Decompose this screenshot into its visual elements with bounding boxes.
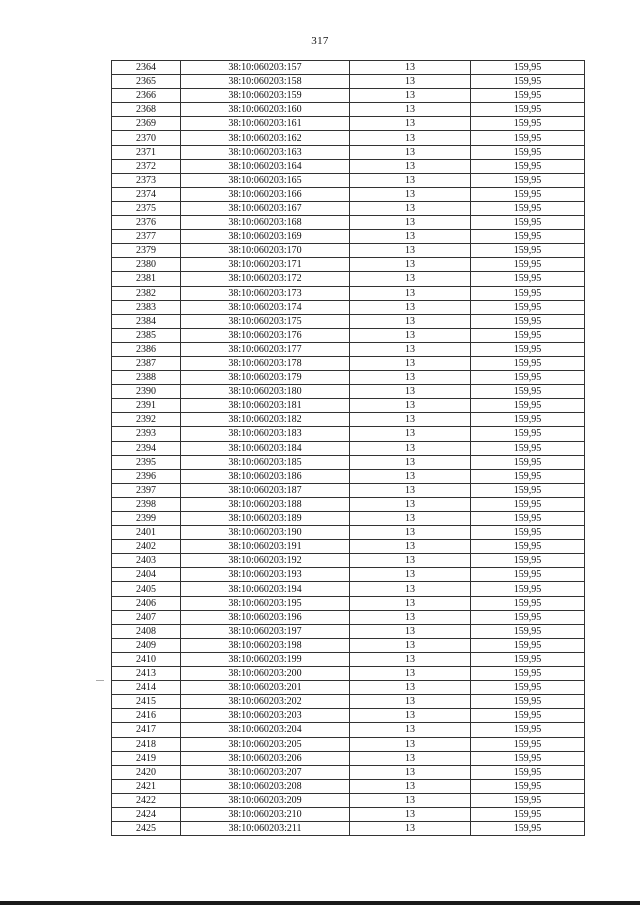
value-cell: 13 [350,244,471,258]
value-cell: 13 [350,145,471,159]
amount-cell: 159,95 [471,582,585,596]
row-number-cell: 2370 [112,131,181,145]
cadastral-number-cell: 38:10:060203:184 [181,441,350,455]
cadastral-number-cell: 38:10:060203:159 [181,89,350,103]
row-number-cell: 2421 [112,779,181,793]
cadastral-number-cell: 38:10:060203:165 [181,173,350,187]
amount-cell: 159,95 [471,568,585,582]
table-row [112,187,585,201]
value-cell: 13 [350,399,471,413]
cadastral-number-cell: 38:10:060203:162 [181,131,350,145]
table-row [112,314,585,328]
cadastral-number-cell: 38:10:060203:207 [181,765,350,779]
table-row [112,103,585,117]
amount-cell: 159,95 [471,272,585,286]
row-number-cell: 2391 [112,399,181,413]
amount-cell: 159,95 [471,540,585,554]
value-cell: 13 [350,681,471,695]
row-number-cell: 2375 [112,201,181,215]
data-table [111,60,585,836]
table-row [112,286,585,300]
cadastral-number-cell: 38:10:060203:192 [181,554,350,568]
table-row [112,216,585,230]
row-number-cell: 2422 [112,793,181,807]
cadastral-number-cell: 38:10:060203:183 [181,427,350,441]
amount-cell: 159,95 [471,342,585,356]
value-cell: 13 [350,455,471,469]
value-cell: 13 [350,751,471,765]
row-number-cell: 2424 [112,807,181,821]
row-number-cell: 2384 [112,314,181,328]
amount-cell: 159,95 [471,145,585,159]
amount-cell: 159,95 [471,610,585,624]
row-number-cell: 2407 [112,610,181,624]
cadastral-number-cell: 38:10:060203:191 [181,540,350,554]
cadastral-number-cell: 38:10:060203:185 [181,455,350,469]
cadastral-number-cell: 38:10:060203:174 [181,300,350,314]
amount-cell: 159,95 [471,793,585,807]
row-number-cell: 2414 [112,681,181,695]
value-cell: 13 [350,427,471,441]
amount-cell: 159,95 [471,554,585,568]
row-number-cell: 2395 [112,455,181,469]
amount-cell: 159,95 [471,131,585,145]
value-cell: 13 [350,695,471,709]
table-row [112,822,585,836]
value-cell: 13 [350,652,471,666]
amount-cell: 159,95 [471,328,585,342]
table-row [112,427,585,441]
row-number-cell: 2380 [112,258,181,272]
cadastral-number-cell: 38:10:060203:157 [181,61,350,75]
value-cell: 13 [350,526,471,540]
table-row [112,272,585,286]
amount-cell: 159,95 [471,483,585,497]
amount-cell: 159,95 [471,807,585,821]
row-number-cell: 2394 [112,441,181,455]
table-row [112,201,585,215]
table-row [112,328,585,342]
cadastral-number-cell: 38:10:060203:186 [181,469,350,483]
table-row [112,540,585,554]
amount-cell: 159,95 [471,526,585,540]
row-number-cell: 2418 [112,737,181,751]
value-cell: 13 [350,371,471,385]
cadastral-number-cell: 38:10:060203:166 [181,187,350,201]
value-cell: 13 [350,131,471,145]
table-row [112,356,585,370]
amount-cell: 159,95 [471,779,585,793]
table-row [112,737,585,751]
table-row [112,342,585,356]
cadastral-number-cell: 38:10:060203:173 [181,286,350,300]
value-cell: 13 [350,596,471,610]
row-number-cell: 2404 [112,568,181,582]
cadastral-number-cell: 38:10:060203:203 [181,709,350,723]
cadastral-number-cell: 38:10:060203:178 [181,356,350,370]
value-cell: 13 [350,582,471,596]
amount-cell: 159,95 [471,723,585,737]
table-row [112,582,585,596]
row-number-cell: 2399 [112,512,181,526]
amount-cell: 159,95 [471,822,585,836]
cadastral-number-cell: 38:10:060203:202 [181,695,350,709]
row-number-cell: 2390 [112,385,181,399]
amount-cell: 159,95 [471,244,585,258]
cadastral-number-cell: 38:10:060203:168 [181,216,350,230]
amount-cell: 159,95 [471,356,585,370]
value-cell: 13 [350,737,471,751]
table-row [112,624,585,638]
row-number-cell: 2403 [112,554,181,568]
table-row [112,610,585,624]
row-number-cell: 2415 [112,695,181,709]
value-cell: 13 [350,75,471,89]
value-cell: 13 [350,314,471,328]
row-number-cell: 2386 [112,342,181,356]
row-number-cell: 2365 [112,75,181,89]
table-row [112,145,585,159]
amount-cell: 159,95 [471,512,585,526]
table-row [112,244,585,258]
table-row [112,371,585,385]
cadastral-number-cell: 38:10:060203:194 [181,582,350,596]
value-cell: 13 [350,709,471,723]
row-number-cell: 2374 [112,187,181,201]
cadastral-number-cell: 38:10:060203:177 [181,342,350,356]
row-number-cell: 2397 [112,483,181,497]
amount-cell: 159,95 [471,61,585,75]
value-cell: 13 [350,103,471,117]
cadastral-number-cell: 38:10:060203:182 [181,413,350,427]
value-cell: 13 [350,173,471,187]
row-number-cell: 2379 [112,244,181,258]
table-row [112,695,585,709]
row-number-cell: 2417 [112,723,181,737]
cadastral-number-cell: 38:10:060203:180 [181,385,350,399]
value-cell: 13 [350,624,471,638]
row-number-cell: 2381 [112,272,181,286]
table-row [112,117,585,131]
amount-cell: 159,95 [471,258,585,272]
table-row [112,709,585,723]
table-row [112,526,585,540]
row-number-cell: 2371 [112,145,181,159]
table-row [112,455,585,469]
table-row [112,300,585,314]
amount-cell: 159,95 [471,751,585,765]
scan-speck [96,680,104,681]
amount-cell: 159,95 [471,300,585,314]
row-number-cell: 2420 [112,765,181,779]
row-number-cell: 2377 [112,230,181,244]
amount-cell: 159,95 [471,159,585,173]
amount-cell: 159,95 [471,286,585,300]
cadastral-number-cell: 38:10:060203:208 [181,779,350,793]
row-number-cell: 2388 [112,371,181,385]
row-number-cell: 2382 [112,286,181,300]
value-cell: 13 [350,610,471,624]
cadastral-number-cell: 38:10:060203:161 [181,117,350,131]
table-row [112,807,585,821]
amount-cell: 159,95 [471,765,585,779]
data-table-container [111,60,584,836]
table-row [112,793,585,807]
row-number-cell: 2372 [112,159,181,173]
table-row [112,765,585,779]
amount-cell: 159,95 [471,371,585,385]
cadastral-number-cell: 38:10:060203:200 [181,667,350,681]
row-number-cell: 2408 [112,624,181,638]
value-cell: 13 [350,483,471,497]
value-cell: 13 [350,540,471,554]
scan-bottom-edge [0,901,640,905]
value-cell: 13 [350,568,471,582]
value-cell: 13 [350,554,471,568]
table-row [112,667,585,681]
amount-cell: 159,95 [471,638,585,652]
value-cell: 13 [350,667,471,681]
row-number-cell: 2368 [112,103,181,117]
row-number-cell: 2419 [112,751,181,765]
row-number-cell: 2385 [112,328,181,342]
value-cell: 13 [350,159,471,173]
value-cell: 13 [350,258,471,272]
row-number-cell: 2366 [112,89,181,103]
table-row [112,385,585,399]
row-number-cell: 2409 [112,638,181,652]
value-cell: 13 [350,230,471,244]
amount-cell: 159,95 [471,89,585,103]
row-number-cell: 2392 [112,413,181,427]
value-cell: 13 [350,117,471,131]
amount-cell: 159,95 [471,413,585,427]
amount-cell: 159,95 [471,75,585,89]
row-number-cell: 2373 [112,173,181,187]
value-cell: 13 [350,512,471,526]
amount-cell: 159,95 [471,596,585,610]
row-number-cell: 2416 [112,709,181,723]
value-cell: 13 [350,822,471,836]
cadastral-number-cell: 38:10:060203:169 [181,230,350,244]
table-row [112,230,585,244]
cadastral-number-cell: 38:10:060203:193 [181,568,350,582]
cadastral-number-cell: 38:10:060203:198 [181,638,350,652]
amount-cell: 159,95 [471,709,585,723]
amount-cell: 159,95 [471,385,585,399]
table-row [112,751,585,765]
row-number-cell: 2406 [112,596,181,610]
value-cell: 13 [350,765,471,779]
amount-cell: 159,95 [471,216,585,230]
value-cell: 13 [350,723,471,737]
cadastral-number-cell: 38:10:060203:199 [181,652,350,666]
table-row [112,131,585,145]
cadastral-number-cell: 38:10:060203:181 [181,399,350,413]
page-number: 317 [311,35,329,47]
row-number-cell: 2405 [112,582,181,596]
cadastral-number-cell: 38:10:060203:197 [181,624,350,638]
cadastral-number-cell: 38:10:060203:176 [181,328,350,342]
value-cell: 13 [350,61,471,75]
cadastral-number-cell: 38:10:060203:196 [181,610,350,624]
value-cell: 13 [350,342,471,356]
cadastral-number-cell: 38:10:060203:204 [181,723,350,737]
cadastral-number-cell: 38:10:060203:209 [181,793,350,807]
table-row [112,681,585,695]
amount-cell: 159,95 [471,173,585,187]
cadastral-number-cell: 38:10:060203:206 [181,751,350,765]
amount-cell: 159,95 [471,497,585,511]
cadastral-number-cell: 38:10:060203:160 [181,103,350,117]
cadastral-number-cell: 38:10:060203:210 [181,807,350,821]
row-number-cell: 2410 [112,652,181,666]
amount-cell: 159,95 [471,201,585,215]
table-row [112,75,585,89]
amount-cell: 159,95 [471,737,585,751]
row-number-cell: 2398 [112,497,181,511]
amount-cell: 159,95 [471,455,585,469]
row-number-cell: 2383 [112,300,181,314]
amount-cell: 159,95 [471,652,585,666]
table-row [112,441,585,455]
row-number-cell: 2364 [112,61,181,75]
table-body [112,61,585,836]
row-number-cell: 2393 [112,427,181,441]
amount-cell: 159,95 [471,681,585,695]
row-number-cell: 2402 [112,540,181,554]
amount-cell: 159,95 [471,469,585,483]
value-cell: 13 [350,413,471,427]
table-row [112,554,585,568]
row-number-cell: 2369 [112,117,181,131]
amount-cell: 159,95 [471,441,585,455]
amount-cell: 159,95 [471,314,585,328]
value-cell: 13 [350,779,471,793]
table-row [112,497,585,511]
value-cell: 13 [350,272,471,286]
row-number-cell: 2376 [112,216,181,230]
table-row [112,568,585,582]
table-row [112,399,585,413]
value-cell: 13 [350,497,471,511]
amount-cell: 159,95 [471,117,585,131]
table-row [112,638,585,652]
table-row [112,413,585,427]
cadastral-number-cell: 38:10:060203:179 [181,371,350,385]
amount-cell: 159,95 [471,399,585,413]
value-cell: 13 [350,328,471,342]
value-cell: 13 [350,89,471,103]
cadastral-number-cell: 38:10:060203:175 [181,314,350,328]
value-cell: 13 [350,807,471,821]
table-row [112,61,585,75]
row-number-cell: 2387 [112,356,181,370]
value-cell: 13 [350,187,471,201]
table-row [112,596,585,610]
cadastral-number-cell: 38:10:060203:195 [181,596,350,610]
table-row [112,512,585,526]
value-cell: 13 [350,385,471,399]
table-row [112,159,585,173]
row-number-cell: 2396 [112,469,181,483]
cadastral-number-cell: 38:10:060203:164 [181,159,350,173]
table-row [112,723,585,737]
cadastral-number-cell: 38:10:060203:189 [181,512,350,526]
value-cell: 13 [350,356,471,370]
table-row [112,469,585,483]
table-row [112,483,585,497]
cadastral-number-cell: 38:10:060203:172 [181,272,350,286]
value-cell: 13 [350,216,471,230]
table-row [112,173,585,187]
cadastral-number-cell: 38:10:060203:205 [181,737,350,751]
cadastral-number-cell: 38:10:060203:158 [181,75,350,89]
cadastral-number-cell: 38:10:060203:190 [181,526,350,540]
cadastral-number-cell: 38:10:060203:170 [181,244,350,258]
value-cell: 13 [350,441,471,455]
value-cell: 13 [350,286,471,300]
cadastral-number-cell: 38:10:060203:211 [181,822,350,836]
cadastral-number-cell: 38:10:060203:171 [181,258,350,272]
row-number-cell: 2425 [112,822,181,836]
amount-cell: 159,95 [471,624,585,638]
value-cell: 13 [350,469,471,483]
value-cell: 13 [350,300,471,314]
cadastral-number-cell: 38:10:060203:167 [181,201,350,215]
cadastral-number-cell: 38:10:060203:163 [181,145,350,159]
value-cell: 13 [350,201,471,215]
table-row [112,779,585,793]
cadastral-number-cell: 38:10:060203:201 [181,681,350,695]
table-row [112,89,585,103]
cadastral-number-cell: 38:10:060203:188 [181,497,350,511]
value-cell: 13 [350,638,471,652]
table-row [112,652,585,666]
amount-cell: 159,95 [471,230,585,244]
amount-cell: 159,95 [471,187,585,201]
row-number-cell: 2401 [112,526,181,540]
cadastral-number-cell: 38:10:060203:187 [181,483,350,497]
value-cell: 13 [350,793,471,807]
amount-cell: 159,95 [471,667,585,681]
amount-cell: 159,95 [471,695,585,709]
table-row [112,258,585,272]
row-number-cell: 2413 [112,667,181,681]
amount-cell: 159,95 [471,103,585,117]
amount-cell: 159,95 [471,427,585,441]
